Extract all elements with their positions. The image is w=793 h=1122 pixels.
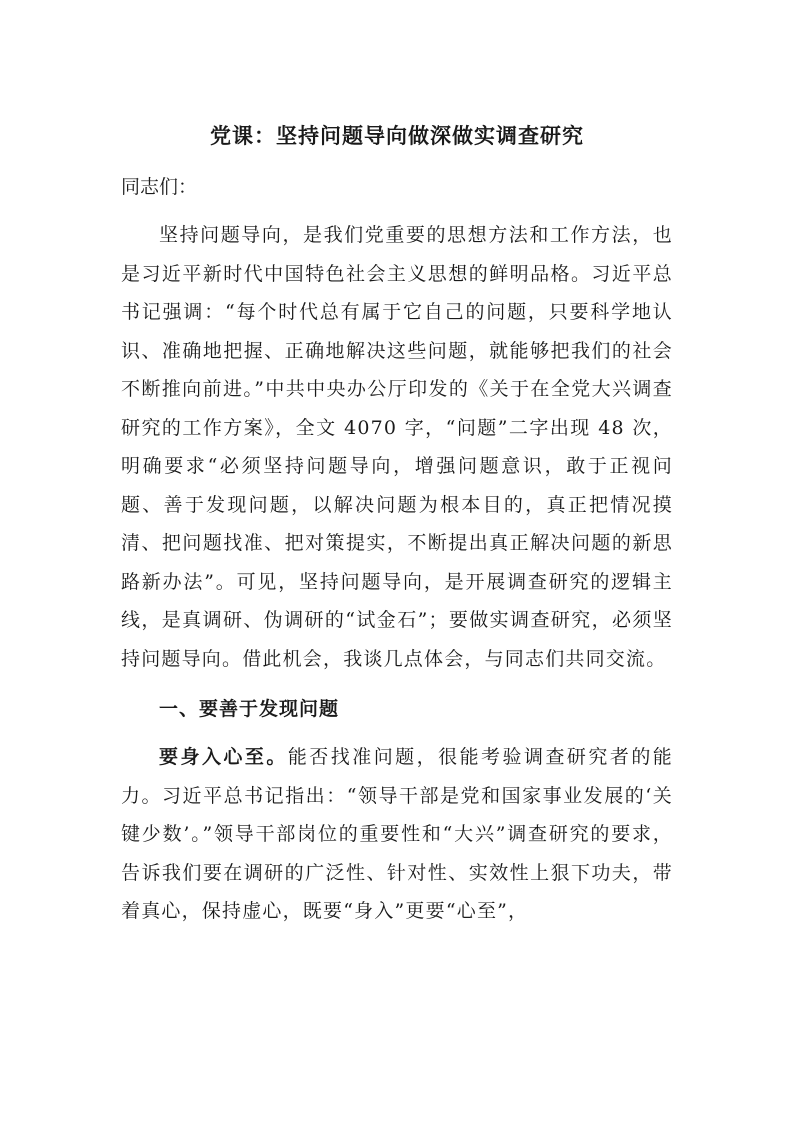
document-title: 党课：坚持问题导向做深做实调查研究 xyxy=(210,124,584,148)
paragraph-body: 能否找准问题，很能考验调查研究者的能力。习近平总书记指出：“领导干部是党和国家事业发展的‘关键少数’。”领导干部岗位的重要性和“大兴”调查研究的要求，告诉我们要在调研的广泛性、针对性、实效性上狠下功夫，带着真心，保持虚心，既要“身入”更要“心至”， xyxy=(121,746,674,922)
intro-paragraph: 坚持问题导向，是我们党重要的思想方法和工作方法，也是习近平新时代中国特色社会主义思想的鲜明品格。习近平总书记强调：“每个时代总有属于它自己的问题，只要科学地认识、准确地把握、正确地解决这些问题，就能够把我们的社会不断推向前进。”中共中央办公厅印发的《关于在全党大兴调查研究的工作方案》，全文 4070 字，“问题”二字出现 48 次，明确要求“必须坚持问题导向，增强问题意识，敢于正视问题、善于发现问题，以解决问题为根本目的，真正把情况摸清、把问题找准、把对策提实，不断提出真正解决问题的新思路新办法”。可见，坚持问题导向，是开展调查研究的逻辑主线，是真调研、伪调研的“试金石”；要做实调查研究，必须坚持问题导向。借此机会，我谈几点体会，与同志们共同交流。 xyxy=(121,224,673,670)
document-body xyxy=(121,118,673,931)
salutation: 同志们： xyxy=(121,176,198,198)
paragraph-lead: 要身入心至。 xyxy=(159,746,288,768)
section-paragraph xyxy=(121,738,673,931)
section-heading: 一、要善于发现问题 xyxy=(159,698,340,720)
